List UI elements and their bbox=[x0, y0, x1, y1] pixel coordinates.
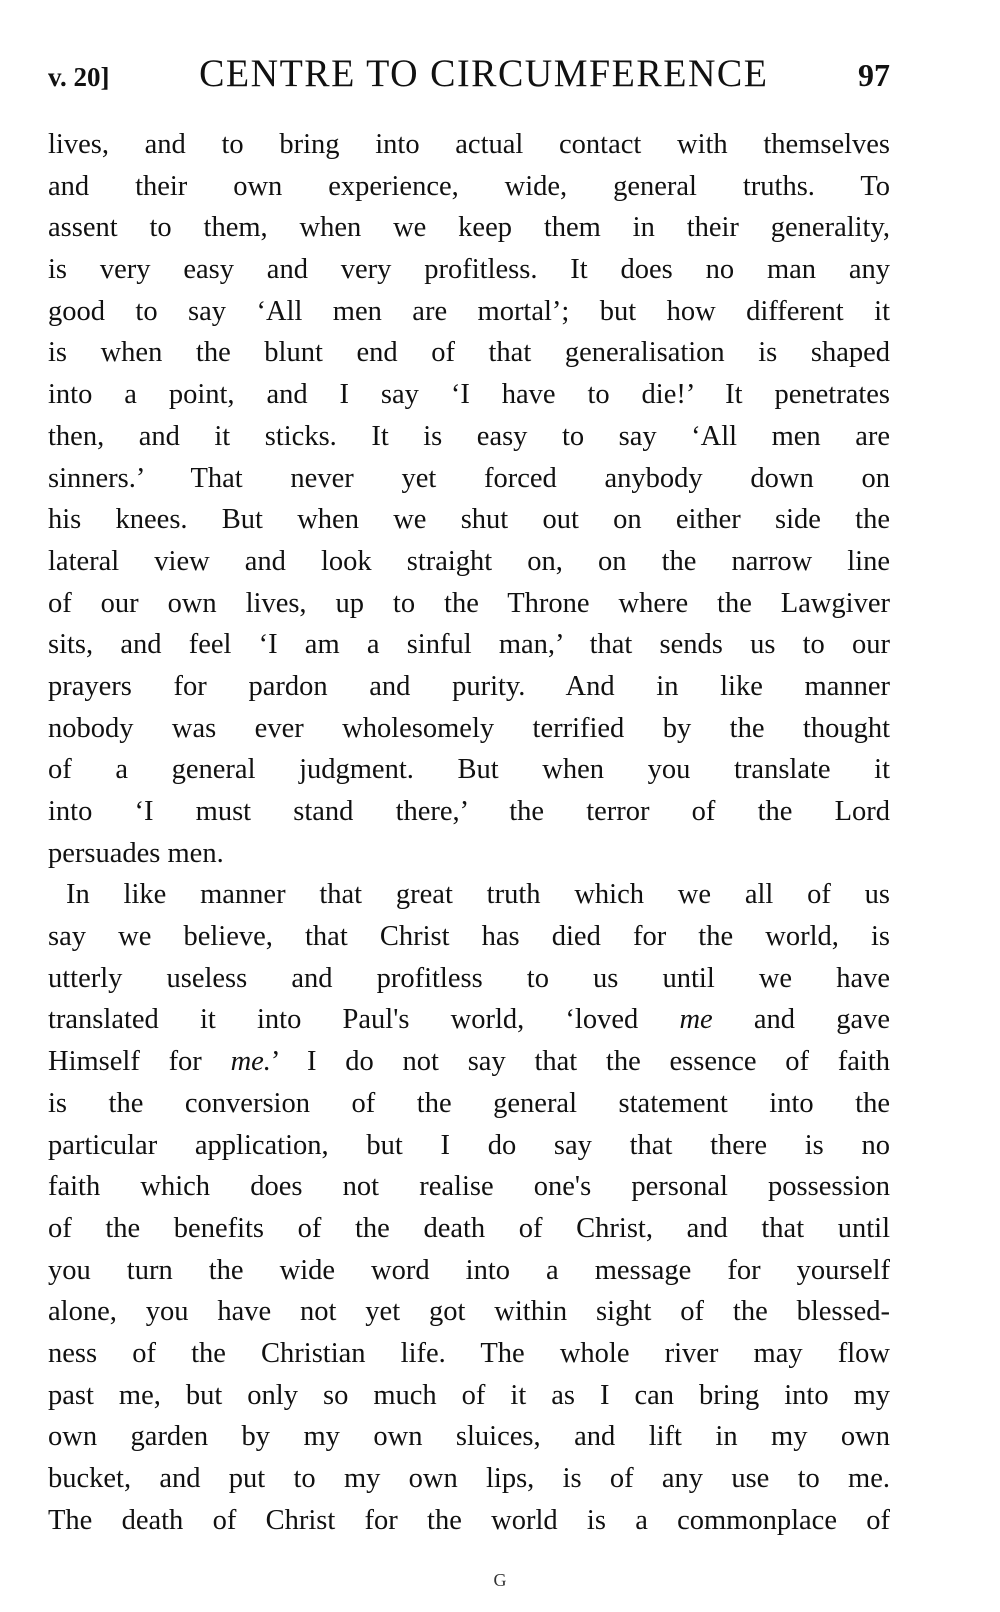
text-line: is the conversion of the general statement into the bbox=[48, 1087, 890, 1119]
text-run: and gave bbox=[712, 1004, 890, 1036]
running-header bbox=[48, 52, 890, 100]
emphasis-text: me bbox=[679, 1004, 713, 1036]
text-line: assent to them, when we keep them in their generality, bbox=[48, 212, 890, 244]
text-line: into a point, and I say ‘I have to die!’ It penetrates bbox=[48, 379, 890, 411]
text-line: you turn the wide word into a message for yourself bbox=[48, 1254, 890, 1286]
text-line: lives, and to bring into actual contact with themselves bbox=[48, 129, 890, 160]
text-line: In like manner that great truth which we all of us bbox=[66, 879, 890, 911]
text-line: sinners.’ That never yet forced anybody down on bbox=[48, 462, 890, 494]
text-line: then, and it sticks. It is easy to say ‘All men are bbox=[48, 420, 890, 452]
paragraph-1 bbox=[48, 124, 890, 874]
text-line: and their own experience, wide, general truths. To bbox=[48, 170, 890, 202]
text-line: say we believe, that Christ has died for the world, is bbox=[48, 921, 890, 953]
text-line: own garden by my own sluices, and lift in my own bbox=[48, 1421, 890, 1453]
text-line: his knees. But when we shut out on either side the bbox=[48, 504, 890, 536]
text-line: persuades men. bbox=[48, 837, 224, 869]
text-line: alone, you have not yet got within sight of the blessed- bbox=[48, 1296, 890, 1328]
text-line: sits, and feel ‘I am a sinful man,’ that sends us to our bbox=[48, 629, 890, 661]
text-line: prayers for pardon and purity. And in like manner bbox=[48, 670, 890, 702]
text-run: ’ I do not say that the essence of faith bbox=[270, 1046, 890, 1078]
page-number: 97 bbox=[858, 57, 890, 93]
text-line bbox=[48, 1041, 890, 1083]
text-line: is when the blunt end of that generalisation is shaped bbox=[48, 337, 890, 369]
text-line: bucket, and put to my own lips, is of any use to me. bbox=[48, 1463, 890, 1494]
text-line: good to say ‘All men are mortal’; but how different it bbox=[48, 295, 890, 327]
text-line: The death of Christ for the world is a commonplace of bbox=[48, 1504, 890, 1536]
text-line: ness of the Christian life. The whole river may flow bbox=[48, 1337, 890, 1369]
text-line: particular application, but I do say that there is no bbox=[48, 1129, 890, 1161]
text-line: into ‘I must stand there,’ the terror of the Lord bbox=[48, 796, 890, 827]
text-line: of the benefits of the death of Christ, and that until bbox=[48, 1212, 890, 1244]
text-line: lateral view and look straight on, on the narrow line bbox=[48, 545, 890, 577]
text-run: Himself for bbox=[48, 1046, 231, 1078]
text-line: past me, but only so much of it as I can bring into my bbox=[48, 1379, 890, 1411]
body-text bbox=[48, 124, 890, 1541]
text-line: faith which does not realise one's personal possession bbox=[48, 1171, 890, 1203]
paragraph-2 bbox=[48, 874, 890, 1541]
text-line: utterly useless and profitless to us until we have bbox=[48, 962, 890, 994]
text-line bbox=[48, 999, 890, 1041]
text-line: nobody was ever wholesomely terrified by the thought bbox=[48, 712, 890, 744]
text-line: of our own lives, up to the Throne where the Lawgiver bbox=[48, 587, 890, 619]
running-title: CENTRE TO CIRCUMFERENCE bbox=[199, 52, 769, 96]
chapter-verse-reference: v. 20] bbox=[48, 62, 110, 92]
emphasis-text: me. bbox=[230, 1046, 271, 1078]
text-run: translated it into Paul's world, ‘loved bbox=[48, 1004, 680, 1036]
text-line: is very easy and very profitless. It does no man any bbox=[48, 254, 890, 286]
signature-mark: G bbox=[493, 1570, 507, 1590]
text-line: of a general judgment. But when you translate it bbox=[48, 754, 890, 786]
